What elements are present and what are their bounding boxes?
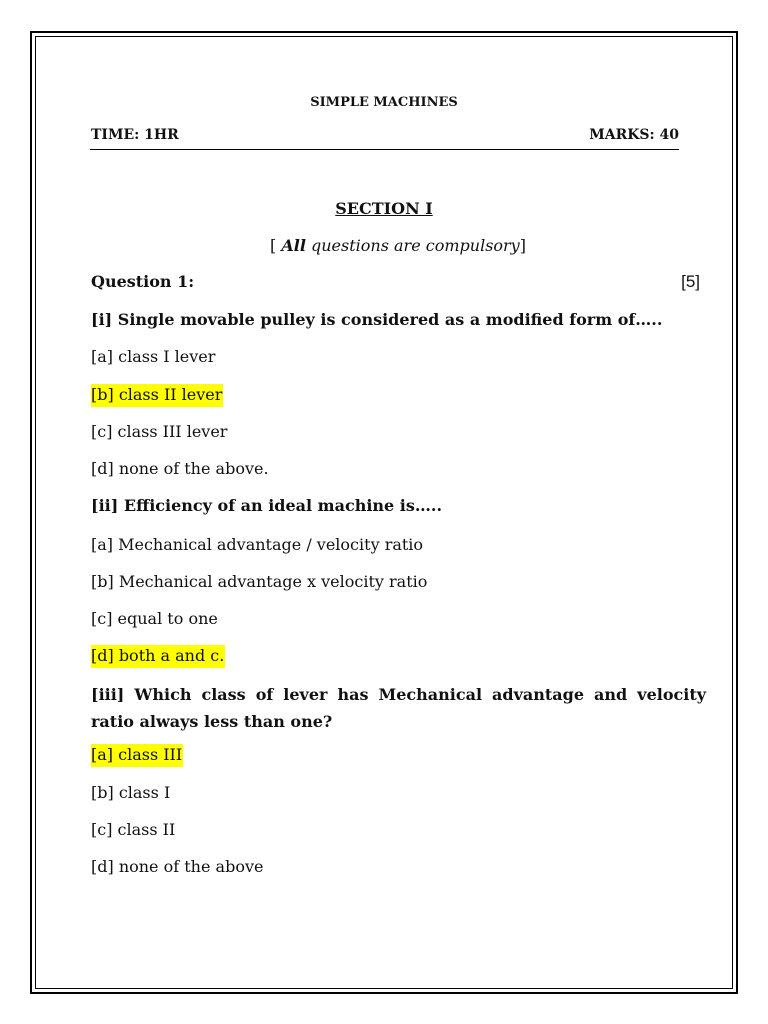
answer-option: [91, 857, 263, 876]
document-title: SIMPLE MACHINES: [310, 95, 458, 110]
answer-option: [91, 422, 227, 441]
answer-option: [91, 347, 215, 366]
option-text: [b] Mechanical advantage x velocity ratio: [91, 572, 428, 591]
answer-option: [91, 783, 170, 802]
option-text: [c] equal to one: [91, 609, 218, 628]
option-text: [d] none of the above: [91, 857, 264, 876]
instruction-close: ]: [519, 236, 526, 255]
question-text: [ii] Efficiency of an ideal machine is…..: [91, 496, 443, 515]
option-text: [c] class III lever: [91, 422, 228, 441]
instruction-line: [0, 236, 768, 255]
answer-option: [91, 609, 218, 628]
instruction-open: [: [270, 236, 282, 255]
option-text: [b] class I: [91, 783, 171, 802]
answer-option-highlighted: [91, 385, 223, 404]
question-text: [iii] Which class of lever has Mechanical advantage and velocity ratio always less than one?: [91, 685, 706, 731]
option-text-highlight: [d] both a and c.: [91, 645, 225, 668]
option-text: [c] class II: [91, 820, 176, 839]
question-marks: [5]: [681, 272, 700, 291]
instruction-emphasis: All: [281, 236, 306, 255]
option-text: [a] Mechanical advantage / velocity ratio: [91, 535, 424, 554]
option-text: [a] class I lever: [91, 347, 216, 366]
answer-option: [91, 459, 269, 478]
section-heading: SECTION I: [335, 199, 433, 218]
answer-option-highlighted: [91, 745, 183, 764]
time-label: TIME: 1HR: [91, 127, 179, 143]
answer-option: [91, 820, 175, 839]
question-text: [i] Single movable pulley is considered as a modified form of…..: [91, 310, 663, 329]
answer-option: [91, 535, 423, 554]
option-text-highlight: [b] class II lever: [91, 384, 223, 407]
answer-option-highlighted: [91, 646, 225, 665]
marks-label: MARKS: 40: [589, 127, 679, 143]
option-text: [d] none of the above.: [91, 459, 269, 478]
question-heading: Question 1:: [91, 272, 195, 291]
header-rule: [90, 149, 679, 150]
instruction-text: questions are compulsory: [305, 236, 520, 255]
answer-option: [91, 572, 427, 591]
option-text-highlight: [a] class III: [91, 744, 183, 767]
